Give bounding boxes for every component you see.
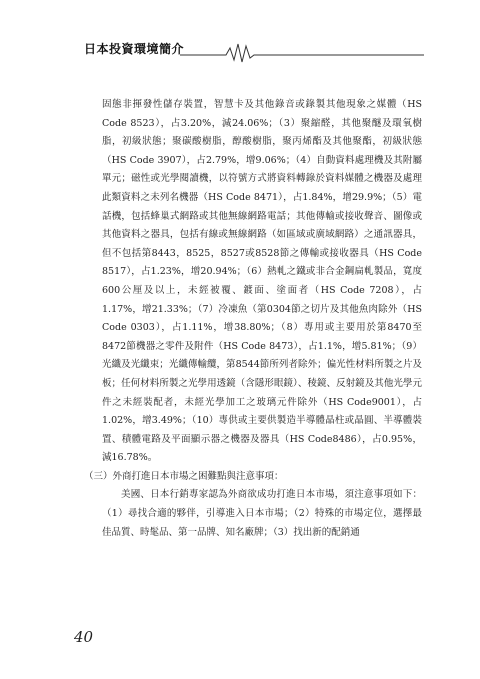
paragraph-main: 固態非揮發性儲存裝置，智慧卡及其他錄音或錄製其他現象之媒體（HS Code 8523），占3.20%，減24.06%；（3）聚縮醛，其他聚醚及環氧樹脂，初級狀態；聚碳酸樹脂，醇酸樹脂，聚丙烯酯及其他聚酯，初級狀態（HS Code 3907），占2.79%，增9.06%；（4）自動資料處理機及其附屬單元；磁性或光學閱讀機，以符號方式將資料轉錄於資料媒體之機器及處理此類資料之未列名機器（HS Code 8471），占1.84%，增29.9%；（5）電話機，包括蜂巢式網路或其他無線網路電話；其他傳輸或接收聲音、圖像或其他資料之器具，包括有線或無線網路（如區域或廣域網路）之通訊器具，但不包括第8443，8525，8527或8528節之傳輸或接收器具（HS Code 8517），占1.23%，增20.94%；（6）熱軋之鐵或非合金鋼扁軋製品，寬度600公厘及以上，未經被覆、鍍面、塗面者（HS Code 7208），占1.17%，增21.33%；（7）冷凍魚（第0304節之切片及其他魚肉除外（HS Code 0303），占1.11%，增38.80%；（8）專用或主要用於第8470至8472節機器之零件及附件（HS Code 8473），占1.1%，增5.81%；（9）光纖及光纖束；光纖傳輸纜，第8544節所列者除外；偏光性材料所製之片及板；任何材料所製之光學用透鏡（含隱形眼鏡）、稜鏡、反射鏡及其他光學元件之未經裝配者，未經光學加工之玻璃元件除外（HS Code9001），占1.02%，增3.49%；（10）專供或主要供製造半導體晶柱或晶圓、半導體裝置、積體電路及平面顯示器之機器及器具（HS Code8486），占0.95%，減16.78%。	[102, 99, 422, 464]
body-text	[84, 96, 422, 542]
paragraph-section: 美國、日本行銷專家認為外商欲成功打進日本市場，須注意事項如下：（1）尋找合適的夥伴，引導進入日本市場；（2）特殊的市場定位，選擇最佳品質、時髦品、第一品牌、知名廠牌；（3）找出新的配銷通	[102, 489, 422, 538]
running-header	[84, 36, 424, 64]
section-heading: （三）外商打進日本市場之困難點與注意事項：	[84, 470, 284, 482]
page-number: 40	[74, 628, 94, 646]
header-title: 日本投資環境簡介	[84, 42, 185, 56]
